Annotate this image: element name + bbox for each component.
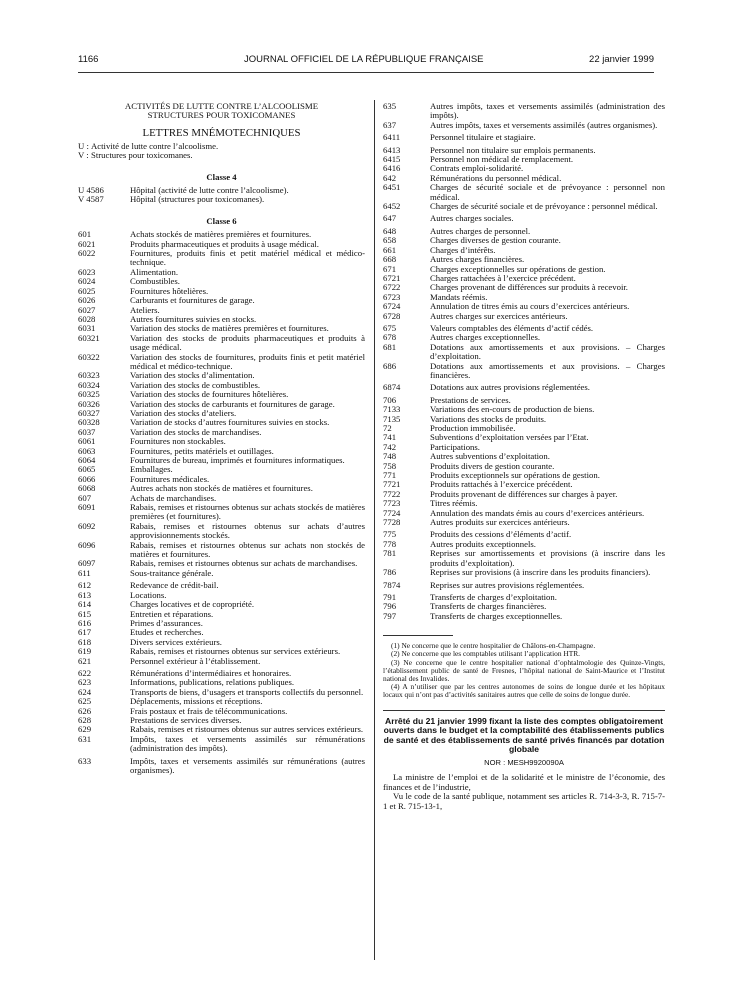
account-code: 614 bbox=[78, 599, 92, 610]
account-code: 60328 bbox=[78, 417, 100, 428]
footnote: (3) Ne concerne que le centre hospitalier national d’ophtalmologie des Quinze-Vingts, l’établissement public de santé de Fresnes, l’hôpital national de Saint-Maurice et l’Institut national des Invalides. bbox=[383, 657, 665, 683]
account-code: 778 bbox=[383, 538, 397, 549]
account-code: 681 bbox=[383, 341, 397, 352]
account-row bbox=[78, 456, 365, 465]
account-label: Autres charges financières. bbox=[430, 254, 525, 265]
account-label: Variation des stocks de produits pharmaceutiques et produits à usage médical. bbox=[130, 332, 365, 353]
account-label: Participations. bbox=[430, 441, 480, 452]
right-column bbox=[383, 102, 665, 811]
account-label: Personnel non titulaire sur emplois permanents. bbox=[430, 144, 596, 155]
account-code: 6874 bbox=[383, 382, 401, 393]
account-label: Production immobilisée. bbox=[430, 423, 516, 433]
account-code: 7721 bbox=[383, 479, 401, 490]
account-label: Alimentation. bbox=[130, 266, 179, 277]
account-code: 6063 bbox=[78, 445, 96, 456]
account-code: 706 bbox=[383, 394, 397, 405]
account-row bbox=[383, 246, 665, 255]
account-row bbox=[383, 283, 665, 292]
account-label: Produits des cessions d’éléments d’actif. bbox=[430, 529, 572, 540]
account-code: 616 bbox=[78, 617, 92, 628]
account-row bbox=[78, 735, 365, 754]
account-label: Transferts de charges exceptionnelles. bbox=[430, 610, 563, 621]
account-code: 6416 bbox=[383, 163, 401, 174]
account-row bbox=[78, 569, 365, 578]
account-label: Frais postaux et frais de télécommunications. bbox=[130, 705, 288, 716]
account-code: 635 bbox=[383, 101, 397, 111]
account-code: 60325 bbox=[78, 389, 100, 400]
publication-date: 22 janvier 1999 bbox=[589, 54, 654, 65]
account-row bbox=[383, 214, 665, 223]
account-code: 6091 bbox=[78, 502, 96, 513]
account-row bbox=[383, 518, 665, 527]
account-code: 622 bbox=[78, 667, 92, 678]
account-label: Etudes et recherches. bbox=[130, 627, 204, 638]
account-label: Produits exceptionnels sur opérations de gestion. bbox=[430, 470, 600, 481]
account-row bbox=[78, 484, 365, 493]
account-code: 623 bbox=[78, 677, 92, 688]
account-row bbox=[78, 465, 365, 474]
account-code: 6066 bbox=[78, 473, 96, 484]
account-label: Rabais, remises et ristournes obtenus sur services extérieurs. bbox=[130, 646, 341, 657]
account-code: 6068 bbox=[78, 483, 96, 494]
account-code: 6415 bbox=[383, 154, 401, 165]
account-label: Rabais, remises et ristournes obtenus sur achats non stockés de matières et fournitures. bbox=[130, 539, 365, 560]
account-label: Fournitures non stockables. bbox=[130, 436, 226, 447]
account-code: 6096 bbox=[78, 539, 96, 550]
account-label: Rabais, remises et ristournes obtenus sur achats stockés de matières premières (et fournitures). bbox=[130, 502, 365, 522]
footnotes bbox=[383, 642, 665, 699]
account-code: 619 bbox=[78, 646, 92, 657]
account-code: 629 bbox=[78, 724, 92, 735]
account-label: Fournitures hôtelières. bbox=[130, 285, 209, 296]
section-title-line1: ACTIVITÉS DE LUTTE CONTRE L’ALCOOLISME bbox=[124, 101, 319, 111]
account-label: Variation des stocks de fournitures, produits finis et petit matériel médical et médico-technique. bbox=[130, 351, 365, 371]
account-code: 7724 bbox=[383, 507, 401, 518]
account-label: Combustibles. bbox=[130, 276, 180, 287]
account-label: Autres fournitures suivies en stocks. bbox=[130, 313, 257, 324]
account-label: Transferts de charges d’exploitation. bbox=[430, 591, 557, 602]
legend-list bbox=[78, 142, 365, 161]
account-label: Charges exceptionnelles sur opérations de gestion. bbox=[430, 263, 606, 274]
account-label: Annulation des mandats émis au cours d’exercices antérieurs. bbox=[430, 507, 645, 518]
arrete-rule bbox=[383, 710, 665, 711]
account-label: Fournitures, produits finis et petit matériel médical et médico-technique. bbox=[130, 248, 365, 268]
account-label: Charges locatives et de copropriété. bbox=[130, 599, 255, 610]
footnote: (2) Ne concerne que les comptables utilisant l’application HTR. bbox=[391, 649, 581, 659]
account-label: Reprises sur amortissements et provisions (à inscrire dans les produits d’exploitation). bbox=[430, 548, 665, 568]
legend-text: Activité de lutte contre l’alcoolisme. bbox=[91, 140, 219, 151]
account-code: 6026 bbox=[78, 295, 96, 306]
account-row bbox=[383, 362, 665, 381]
account-code: 6023 bbox=[78, 266, 96, 277]
account-label: Charges rattachées à l’exercice précédent. bbox=[430, 272, 576, 283]
classe4-heading: Classe 4 bbox=[206, 171, 237, 182]
account-row bbox=[383, 102, 665, 121]
account-label: Variations des stocks de produits. bbox=[430, 413, 547, 424]
preamble-paragraph: La ministre de l’emploi et de la solidarité et le ministre de l’économie, des finances et de l’industrie, bbox=[383, 772, 665, 792]
account-row bbox=[383, 133, 665, 142]
account-row bbox=[78, 195, 365, 204]
account-code: 686 bbox=[383, 360, 397, 371]
account-row bbox=[78, 277, 365, 286]
account-label: Annulation de titres émis au cours d’exercices antérieurs. bbox=[430, 301, 630, 312]
account-label: Produits rattachés à l’exercice précédent. bbox=[430, 479, 573, 490]
account-code: 771 bbox=[383, 470, 397, 481]
account-code: 60327 bbox=[78, 407, 100, 418]
account-label: Impôts, taxes et versements assimilés sur rémunérations (administration des impôts). bbox=[130, 733, 365, 754]
account-label: Variation des stocks de matières premières et fournitures. bbox=[130, 323, 329, 334]
account-code: 6451 bbox=[383, 182, 401, 193]
account-code: 6097 bbox=[78, 558, 96, 569]
account-row bbox=[383, 383, 665, 392]
account-row bbox=[383, 581, 665, 590]
footnote: (1) Ne concerne que le centre hospitalier de Châlons-en-Champagne. bbox=[391, 641, 596, 651]
account-label: Autres subventions d’exploitation. bbox=[430, 451, 550, 462]
account-code: 758 bbox=[383, 460, 397, 471]
account-label: Fournitures médicales. bbox=[130, 473, 210, 484]
account-label: Dotations aux amortissements et aux provisions. – Charges financières. bbox=[430, 360, 665, 380]
account-label: Prestations de services. bbox=[430, 394, 511, 405]
account-code: 6724 bbox=[383, 301, 401, 312]
account-label: Charges d’intérêts. bbox=[430, 244, 496, 255]
lettres-heading: LETTRES MNÉMOTECHNIQUES bbox=[142, 126, 301, 139]
account-code: 7722 bbox=[383, 488, 401, 499]
account-code: 72 bbox=[383, 423, 392, 433]
account-row bbox=[383, 202, 665, 211]
account-row bbox=[383, 415, 665, 424]
account-code: 7133 bbox=[383, 404, 401, 415]
page-number: 1166 bbox=[78, 54, 99, 65]
account-label: Divers services extérieurs. bbox=[130, 636, 222, 647]
account-label: Achats stockés de matières premières et fournitures. bbox=[130, 229, 312, 240]
account-label: Dotations aux autres provisions réglementées. bbox=[430, 382, 590, 393]
account-label: Subventions d’exploitation versées par l’Etat. bbox=[430, 432, 589, 443]
account-code: 637 bbox=[383, 119, 397, 130]
account-code: 6721 bbox=[383, 272, 401, 283]
account-label: Fournitures de bureau, imprimés et fournitures informatiques. bbox=[130, 455, 345, 465]
account-code: 615 bbox=[78, 608, 92, 619]
account-code: 781 bbox=[383, 548, 397, 559]
account-code: 611 bbox=[78, 567, 91, 578]
account-row bbox=[78, 268, 365, 277]
account-code: 633 bbox=[78, 755, 92, 766]
account-code: 748 bbox=[383, 451, 397, 462]
account-code: 6024 bbox=[78, 276, 96, 287]
account-row bbox=[383, 490, 665, 499]
account-code: 786 bbox=[383, 567, 397, 578]
account-label: Charges diverses de gestion courante. bbox=[430, 235, 561, 246]
account-label: Achats de marchandises. bbox=[130, 492, 217, 503]
left-column bbox=[78, 102, 365, 778]
account-code: 791 bbox=[383, 591, 397, 602]
account-code: 60323 bbox=[78, 370, 100, 381]
account-label: Variation des stocks de carburants et fournitures de garage. bbox=[130, 398, 335, 409]
account-label: Transferts de charges financières. bbox=[430, 601, 547, 612]
account-code: 6031 bbox=[78, 323, 96, 334]
account-code: 6027 bbox=[78, 304, 96, 315]
account-code: 7723 bbox=[383, 498, 401, 509]
account-row bbox=[383, 183, 665, 202]
arrete-title: Arrêté du 21 janvier 1999 fixant la liste des comptes obligatoirement ouverts dans le budget et la comptabilité des établissements publics de santé et des établissements de santé privés financés par dotation globale bbox=[383, 715, 665, 755]
account-row bbox=[383, 312, 665, 321]
account-code: 671 bbox=[383, 263, 397, 274]
account-label: Informations, publications, relations publiques. bbox=[130, 677, 295, 688]
account-code: 6037 bbox=[78, 426, 96, 437]
account-code: 60324 bbox=[78, 379, 100, 390]
account-code: 7874 bbox=[383, 579, 401, 590]
account-row bbox=[78, 503, 365, 522]
account-label: Entretien et réparations. bbox=[130, 608, 214, 619]
account-code: 797 bbox=[383, 610, 397, 621]
account-code: 647 bbox=[383, 213, 397, 224]
account-row bbox=[78, 610, 365, 619]
account-label: Autres charges sur exercices antérieurs. bbox=[430, 310, 568, 321]
account-code: 6092 bbox=[78, 520, 96, 531]
account-label: Personnel non médical de remplacement. bbox=[430, 154, 574, 165]
account-label: Primes d’assurances. bbox=[130, 617, 203, 628]
account-code: 607 bbox=[78, 492, 92, 503]
account-code: 642 bbox=[383, 172, 397, 183]
account-label: Produits provenant de différences sur charges à payer. bbox=[430, 488, 618, 499]
column-divider bbox=[374, 100, 375, 960]
account-label: Fournitures, petits matériels et outillages. bbox=[130, 445, 274, 456]
account-code: 6061 bbox=[78, 436, 96, 447]
account-code: 741 bbox=[383, 432, 397, 443]
account-code: 678 bbox=[383, 332, 397, 343]
account-code: 7728 bbox=[383, 517, 401, 528]
account-label: Locations. bbox=[130, 589, 167, 600]
account-code: 6723 bbox=[383, 291, 401, 302]
page-header bbox=[78, 54, 654, 68]
account-code: 625 bbox=[78, 696, 92, 707]
account-row bbox=[383, 236, 665, 245]
account-label: Personnel extérieur à l’établissement. bbox=[130, 655, 261, 666]
account-row bbox=[78, 296, 365, 305]
account-label: Autres impôts, taxes et versements assimilés (administration des impôts). bbox=[430, 101, 665, 121]
account-label: Produits divers de gestion courante. bbox=[430, 460, 555, 471]
legend-letter: V : bbox=[78, 150, 89, 161]
account-row bbox=[78, 657, 365, 666]
account-row bbox=[383, 568, 665, 577]
account-code: 6411 bbox=[383, 132, 401, 143]
account-label: Autres charges exceptionnelles. bbox=[430, 332, 541, 343]
account-label: Autres charges sociales. bbox=[430, 213, 514, 224]
account-label: Rabais, remises et ristournes obtenus sur autres services extérieurs. bbox=[130, 724, 364, 735]
account-label: Rabais, remises et ristournes obtenus sur achats d’autres approvisionnements stockés. bbox=[130, 520, 365, 541]
classe6-heading: Classe 6 bbox=[206, 215, 237, 226]
account-code: 624 bbox=[78, 686, 92, 697]
account-label: Personnel titulaire et stagiaire. bbox=[430, 132, 536, 143]
account-label: Variation des stocks de fournitures hôtelières. bbox=[130, 389, 289, 400]
account-row bbox=[383, 121, 665, 130]
account-label: Variation des stocks d’ateliers. bbox=[130, 407, 237, 418]
account-label: Carburants et fournitures de garage. bbox=[130, 295, 255, 306]
account-code: 631 bbox=[78, 733, 92, 744]
account-code: 618 bbox=[78, 636, 92, 647]
account-code: 796 bbox=[383, 601, 397, 612]
journal-title: JOURNAL OFFICIEL DE LA RÉPUBLIQUE FRANÇAISE bbox=[244, 54, 484, 65]
account-code: 668 bbox=[383, 254, 397, 265]
account-code: 6021 bbox=[78, 238, 96, 249]
legend-letter: U : bbox=[78, 140, 89, 151]
account-label: Reprises sur provisions (à inscrire dans les produits financiers). bbox=[430, 567, 651, 578]
account-code: 775 bbox=[383, 529, 397, 540]
account-row bbox=[78, 541, 365, 560]
account-code: 6064 bbox=[78, 455, 96, 465]
account-label: Charges de sécurité sociale et de prévoyance : personnel non médical. bbox=[430, 182, 665, 202]
account-code: 6728 bbox=[383, 310, 401, 321]
account-code: 675 bbox=[383, 322, 397, 333]
account-code: 6028 bbox=[78, 313, 96, 324]
account-label: Rabais, remises et ristournes obtenus sur achats de marchandises. bbox=[130, 558, 358, 569]
account-code: U 4586 bbox=[78, 185, 104, 196]
account-code: 60326 bbox=[78, 398, 100, 409]
legend-text: Structures pour toxicomanes. bbox=[91, 150, 193, 161]
account-code: 60321 bbox=[78, 332, 100, 343]
account-label: Rémunérations d’intermédiaires et honoraires. bbox=[130, 667, 292, 678]
account-code: 601 bbox=[78, 229, 92, 240]
account-row bbox=[78, 619, 365, 628]
account-label: Reprises sur autres provisions réglementées. bbox=[430, 579, 585, 590]
account-label: Variation des stocks de marchandises. bbox=[130, 426, 262, 437]
visa-paragraph: Vu le code de la santé publique, notamment ses articles R. 714-3-3, R. 715-7-1 et R. 715-13-1, bbox=[383, 791, 665, 811]
classe6-list-right bbox=[383, 102, 665, 621]
account-label: Charges provenant de différences sur produits à recevoir. bbox=[430, 282, 628, 293]
account-label: Emballages. bbox=[130, 464, 173, 475]
account-code: 628 bbox=[78, 714, 92, 725]
account-row bbox=[383, 612, 665, 621]
footnote: (4) A n’utiliser que par les centres autonomes de soins de longue durée et les hôpitaux locaux qui n’ont pas d’activités sanitaires autres que celle de soins de longue durée. bbox=[383, 682, 665, 700]
account-code: 617 bbox=[78, 627, 92, 638]
account-row bbox=[78, 249, 365, 268]
account-code: 7135 bbox=[383, 413, 401, 424]
account-row bbox=[78, 559, 365, 568]
account-code: 612 bbox=[78, 580, 92, 591]
account-code: 648 bbox=[383, 225, 397, 236]
account-code: 742 bbox=[383, 441, 397, 452]
account-label: Variation des stocks d’alimentation. bbox=[130, 370, 255, 381]
section-title-line2: STRUCTURES POUR TOXICOMANES bbox=[147, 110, 296, 121]
account-label: Charges de sécurité sociale et de prévoyance : personnel médical. bbox=[430, 201, 658, 212]
account-code: 6413 bbox=[383, 144, 401, 155]
account-label: Dotations aux amortissements et aux provisions. – Charges d’exploitation. bbox=[430, 341, 665, 362]
account-row bbox=[383, 433, 665, 442]
account-row bbox=[78, 600, 365, 609]
account-label: Hôpital (structures pour toxicomanes). bbox=[130, 194, 265, 205]
account-row bbox=[383, 155, 665, 164]
account-label: Autres charges de personnel. bbox=[430, 225, 531, 236]
header-rule bbox=[78, 72, 654, 73]
account-code: 6022 bbox=[78, 248, 96, 259]
account-label: Rémunérations du personnel médical. bbox=[430, 172, 562, 183]
account-label: Prestations de services diverses. bbox=[130, 714, 242, 725]
account-label: Variations des en-cours de production de biens. bbox=[430, 404, 595, 415]
classe4-list bbox=[78, 186, 365, 205]
account-code: 6452 bbox=[383, 201, 401, 212]
account-code: 60322 bbox=[78, 351, 100, 362]
account-row bbox=[78, 522, 365, 541]
legend-item bbox=[78, 151, 365, 160]
account-code: 6025 bbox=[78, 285, 96, 296]
notes-rule bbox=[383, 635, 453, 636]
account-code: 626 bbox=[78, 705, 92, 716]
account-row bbox=[78, 334, 365, 353]
account-label: Impôts, taxes et versements assimilés sur rémunérations (autres organismes). bbox=[130, 755, 365, 775]
account-label: Transports de biens, d’usagers et transports collectifs du personnel. bbox=[130, 686, 364, 697]
account-row bbox=[383, 343, 665, 362]
account-code: 6065 bbox=[78, 464, 96, 475]
nor-reference: NOR : MESH9920090A bbox=[484, 757, 564, 767]
account-label: Déplacements, missions et réceptions. bbox=[130, 696, 263, 707]
account-code: 661 bbox=[383, 244, 397, 255]
account-label: Variation des stocks de combustibles. bbox=[130, 379, 261, 390]
account-label: Variation de stocks d’autres fournitures suivies en stocks. bbox=[130, 417, 330, 428]
account-label: Autres impôts, taxes et versements assimilés (autres organismes). bbox=[430, 119, 658, 130]
account-code: 613 bbox=[78, 589, 92, 600]
account-row bbox=[78, 353, 365, 372]
account-label: Hôpital (activité de lutte contre l’alcoolisme). bbox=[130, 185, 289, 196]
account-code: 621 bbox=[78, 655, 92, 666]
account-code: V 4587 bbox=[78, 194, 104, 205]
account-label: Sous-traitance générale. bbox=[130, 567, 214, 578]
account-label: Mandats réémis. bbox=[430, 291, 488, 302]
account-label: Autres produits exceptionnels. bbox=[430, 538, 536, 549]
account-label: Ateliers. bbox=[130, 304, 160, 315]
account-label: Autres achats non stockés de matières et fournitures. bbox=[130, 483, 313, 494]
account-row bbox=[78, 581, 365, 590]
account-row bbox=[78, 757, 365, 776]
account-label: Redevance de crédit-bail. bbox=[130, 580, 219, 591]
account-code: 6722 bbox=[383, 282, 401, 293]
account-label: Valeurs comptables des éléments d’actif cédés. bbox=[430, 322, 594, 333]
account-label: Titres réémis. bbox=[430, 498, 478, 509]
account-label: Contrats emploi-solidarité. bbox=[430, 163, 524, 174]
account-label: Autres produits sur exercices antérieurs. bbox=[430, 517, 570, 528]
account-label: Produits pharmaceutiques et produits à usage médical. bbox=[130, 238, 319, 249]
account-row bbox=[383, 549, 665, 568]
classe6-list-left bbox=[78, 230, 365, 775]
account-code: 658 bbox=[383, 235, 397, 246]
